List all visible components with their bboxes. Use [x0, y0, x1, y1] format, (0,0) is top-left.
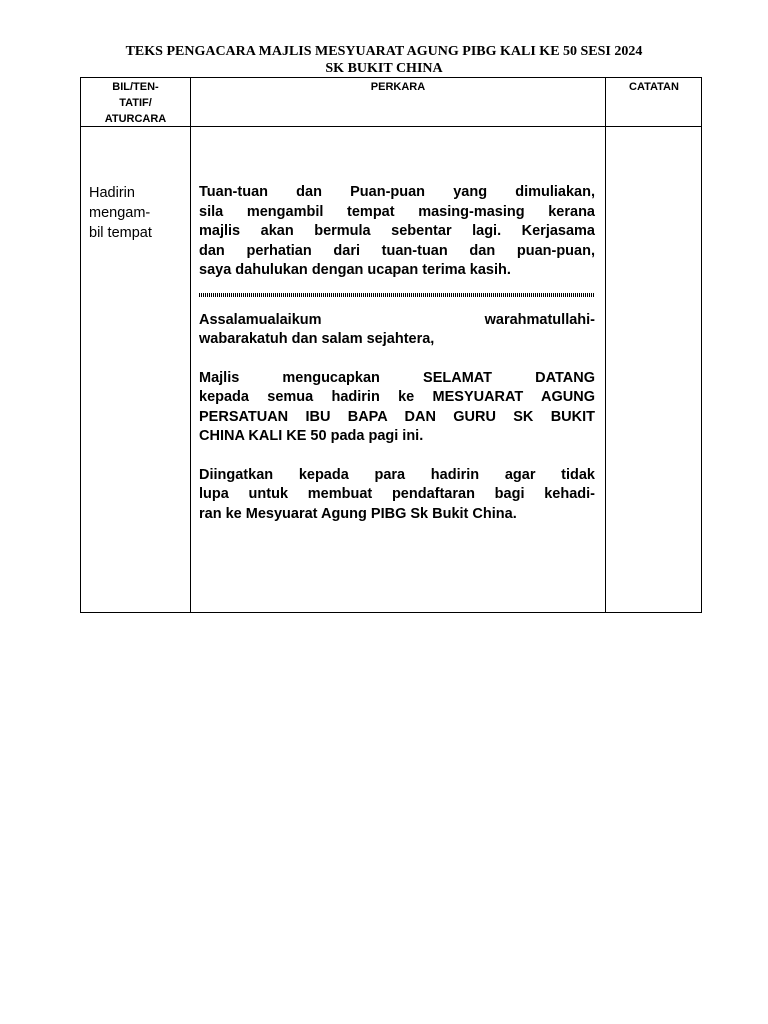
header-perkara: PERKARA — [370, 81, 426, 93]
registration-reminder-paragraph — [199, 466, 595, 525]
header-bil-line: BIL/TEN- — [112, 81, 159, 93]
text-line: Tuan-tuan dan Puan-puan yang dimuliakan, — [199, 184, 595, 200]
text-line: sila mengambil tempat masing-masing kerana — [199, 203, 595, 220]
text-line: ran ke Mesyuarat Agung PIBG Sk Bukit China. — [199, 505, 517, 522]
header-bil-line: ATURCARA — [104, 113, 167, 125]
document-title-line2: SK BUKIT CHINA — [325, 61, 443, 76]
text-line: PERSATUAN IBU BAPA DAN GURU SK BUKIT — [199, 408, 595, 425]
dotted-separator — [199, 293, 595, 297]
welcome-paragraph — [199, 183, 595, 281]
document-title-line1: TEKS PENGACARA MAJLIS MESYUARAT AGUNG PIBG KALI KE 50 SESI 2024 — [125, 44, 643, 59]
agenda-cell — [89, 183, 187, 243]
text-line: Diingatkan kepada para hadirin agar tidak — [199, 466, 595, 483]
agenda-line: bil tempat — [89, 225, 152, 241]
agenda-line: Hadirin — [89, 185, 135, 201]
agenda-line: mengam- — [89, 205, 151, 221]
header-bil-line: TATIF/ — [119, 97, 152, 109]
text-line: lupa untuk membuat pendaftaran bagi kehadi- — [199, 486, 595, 502]
greeting-paragraph — [199, 311, 595, 350]
welcome-announcement-paragraph — [199, 369, 595, 447]
header-catatan: CATATAN — [629, 81, 679, 93]
text-line: Assalamualaikum warahmatullahi- — [199, 311, 595, 328]
column-divider — [190, 78, 191, 612]
column-divider — [605, 78, 606, 612]
text-line: CHINA KALI KE 50 pada pagi ini. — [199, 428, 424, 444]
text-line: majlis akan bermula sebentar lagi. Kerjasama — [199, 223, 595, 239]
perkara-cell — [199, 183, 595, 524]
text-line: dan perhatian dari tuan-tuan dan puan-puan, — [199, 242, 595, 259]
header-bil — [81, 79, 190, 127]
text-line: kepada semua hadirin ke MESYUARAT AGUNG — [199, 389, 595, 405]
text-line: Majlis mengucapkan SELAMAT DATANG — [199, 369, 595, 386]
text-line: saya dahulukan dengan ucapan terima kasih. — [199, 262, 511, 278]
text-line: wabarakatuh dan salam sejahtera, — [199, 331, 435, 347]
